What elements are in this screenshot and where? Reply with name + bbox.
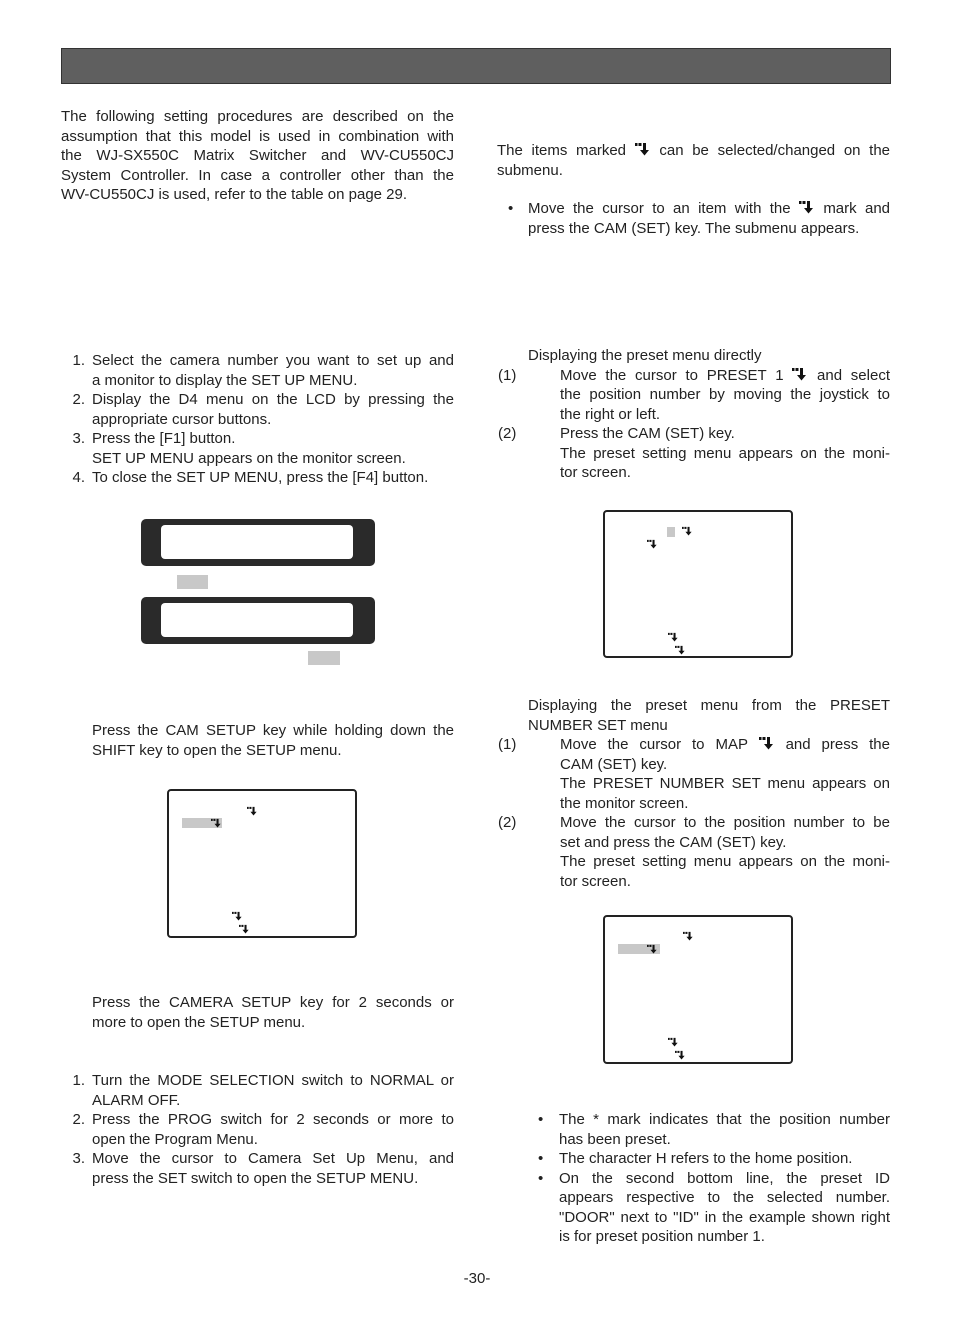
list-item — [61, 429, 454, 468]
list-item — [61, 1110, 454, 1149]
text-line: Move the cursor to the position number to be — [560, 814, 890, 831]
text-line — [497, 141, 890, 161]
text-line: the monitor screen. — [560, 794, 689, 812]
lcd-display-top — [141, 519, 375, 566]
step-line: Select the camera number you want to set up and — [92, 352, 454, 369]
list-item — [496, 366, 890, 425]
bullet: • — [538, 1111, 544, 1128]
lcd-screen — [161, 525, 353, 559]
list-item — [496, 813, 890, 891]
list-item — [61, 1071, 454, 1110]
intro-line: System Controller. In case a controller other than the — [61, 166, 454, 184]
step-line: Turn the MODE SELECTION switch to NORMAL or — [92, 1072, 454, 1089]
submenu-arrow-icon — [647, 944, 658, 954]
f1-key-highlight — [177, 575, 208, 589]
intro-line: the WJ-SX550C Matrix Switcher and WV-CU550CJ — [61, 147, 454, 164]
step-line: press the SET switch to open the SETUP MENU. — [92, 1169, 419, 1187]
text-fragment: Move the cursor to an item with the — [528, 200, 791, 217]
text-fragment: and select — [817, 366, 890, 384]
list-item — [528, 1110, 890, 1149]
text-line: CAM (SET) key. — [560, 755, 668, 773]
text-line: submenu. — [497, 161, 563, 179]
list-item — [61, 468, 454, 488]
list-item — [61, 351, 454, 390]
text-line: is for preset position number 1. — [559, 1228, 765, 1245]
step-line: a monitor to display the SET UP MENU. — [92, 371, 358, 389]
items-marked-paragraph — [497, 141, 890, 180]
text-line: "DOOR" next to "ID" in the example shown right — [559, 1208, 890, 1226]
step-line: ALARM OFF. — [92, 1091, 181, 1109]
text-line: The preset setting menu appears on the moni- — [560, 853, 890, 870]
submenu-arrow-icon — [635, 142, 651, 156]
text-fragment: Move the cursor to MAP — [560, 736, 748, 753]
lcd-display-bottom — [141, 597, 375, 644]
step-number: 3. — [72, 430, 85, 447]
list-item — [61, 390, 454, 429]
text-line: the right or left. — [560, 405, 661, 423]
step-line: Display the D4 menu on the LCD by pressing the — [92, 391, 454, 408]
step-line: Press the PROG switch for 2 seconds or more to — [92, 1111, 454, 1128]
submenu-arrow-icon — [247, 806, 258, 816]
section-header-bar — [61, 48, 891, 84]
text-fragment: can be selected/changed on the — [659, 142, 891, 159]
lcd-screen — [161, 603, 353, 637]
subsection-heading: Displaying the preset menu directly — [528, 347, 762, 364]
intro-line: The following setting procedures are described on the — [61, 108, 454, 125]
intro-line: assumption that this model is used in combination with — [61, 127, 454, 145]
step-line: appropriate cursor buttons. — [92, 410, 272, 428]
step-number: (1) — [498, 736, 517, 753]
submenu-arrow-icon — [799, 200, 815, 214]
cursor-highlight — [667, 527, 675, 537]
steps-b-list — [61, 1071, 454, 1188]
monitor-screen-preset — [603, 510, 793, 658]
camera-setup-instruction — [92, 993, 454, 1032]
text-line: the position number by moving the joystick to — [560, 386, 890, 403]
step-line: Press the [F1] button. — [92, 430, 236, 447]
step-line: Move the cursor to Camera Set Up Menu, and — [92, 1150, 454, 1167]
intro-paragraph — [61, 107, 454, 205]
subsection-heading: NUMBER SET menu — [528, 716, 668, 734]
text-fragment: Move the cursor to PRESET 1 — [560, 366, 784, 384]
steps-a-list — [61, 351, 454, 488]
submenu-arrow-icon — [211, 818, 222, 828]
step-number: (2) — [498, 814, 517, 831]
submenu-arrow-icon — [668, 632, 679, 642]
text-line: appears respective to the selected number. — [559, 1189, 890, 1206]
monitor-screen-setup — [167, 789, 357, 938]
submenu-arrow-icon — [647, 539, 658, 549]
list-item — [61, 1149, 454, 1188]
text-line — [560, 366, 890, 386]
step-number: 4. — [72, 469, 85, 486]
text-fragment: and press the — [785, 736, 890, 753]
submenu-arrow-icon — [675, 1050, 686, 1060]
text-line: tor screen. — [560, 464, 631, 481]
bullet-move-cursor — [497, 199, 890, 238]
subsection-heading: Displaying the preset menu from the PRESET — [528, 697, 890, 714]
page-number: -30- — [463, 1270, 491, 1287]
text-line: Press the CAM SETUP key while holding down the — [92, 722, 454, 739]
text-line: The PRESET NUMBER SET menu appears on — [560, 775, 890, 792]
text-line: more to open the SETUP menu. — [92, 1013, 306, 1031]
step-number: 3. — [72, 1150, 85, 1167]
notes-list — [528, 1110, 890, 1247]
text-line: The character H refers to the home position. — [559, 1150, 853, 1167]
step-number: 1. — [72, 352, 85, 369]
bullet: • — [508, 200, 514, 217]
text-line — [528, 199, 890, 219]
text-line: tor screen. — [560, 872, 631, 890]
step-line: To close the SET UP MENU, press the [F4] button. — [92, 469, 429, 486]
direct-preset-section — [498, 346, 890, 483]
submenu-arrow-icon — [675, 645, 686, 655]
submenu-arrow-icon — [232, 911, 243, 921]
text-line: Press the CAM (SET) key. — [560, 425, 735, 442]
bullet: • — [538, 1169, 544, 1187]
submenu-arrow-icon — [759, 736, 775, 750]
submenu-arrow-icon — [239, 924, 250, 934]
submenu-arrow-icon — [792, 367, 808, 381]
pns-preset-section — [498, 696, 890, 891]
text-line: set and press the CAM (SET) key. — [560, 833, 787, 851]
shift-instruction — [92, 721, 454, 760]
text-line — [560, 735, 890, 755]
list-item — [528, 1149, 890, 1169]
submenu-arrow-icon — [683, 931, 694, 941]
submenu-arrow-icon — [668, 1037, 679, 1047]
text-line: SHIFT key to open the SETUP menu. — [92, 741, 342, 759]
list-item — [496, 735, 890, 813]
list-item — [496, 424, 890, 483]
text-line: has been preset. — [559, 1130, 671, 1148]
text-line: press the CAM (SET) key. The submenu appears. — [528, 219, 860, 237]
step-line: open the Program Menu. — [92, 1130, 258, 1148]
submenu-arrow-icon — [682, 526, 693, 536]
step-number: 2. — [72, 391, 85, 408]
text-fragment: mark and — [823, 200, 891, 217]
intro-line: WV-CU550CJ is used, refer to the table on page 29. — [61, 186, 408, 203]
text-line: The preset setting menu appears on the moni- — [560, 444, 890, 462]
list-item — [528, 1169, 890, 1247]
step-line: SET UP MENU appears on the monitor screen. — [92, 449, 406, 467]
step-number: (2) — [498, 425, 517, 442]
text-line: On the second bottom line, the preset ID — [559, 1169, 890, 1187]
step-number: 1. — [72, 1072, 85, 1089]
f4-key-highlight — [308, 651, 340, 665]
step-number: (1) — [498, 366, 517, 384]
step-number: 2. — [72, 1111, 85, 1128]
text-fragment: The items marked — [497, 142, 627, 159]
monitor-screen-preset-number-set — [603, 915, 793, 1064]
bullet: • — [538, 1150, 544, 1167]
text-line: The * mark indicates that the position number — [559, 1111, 890, 1128]
text-line: Press the CAMERA SETUP key for 2 seconds or — [92, 994, 454, 1011]
